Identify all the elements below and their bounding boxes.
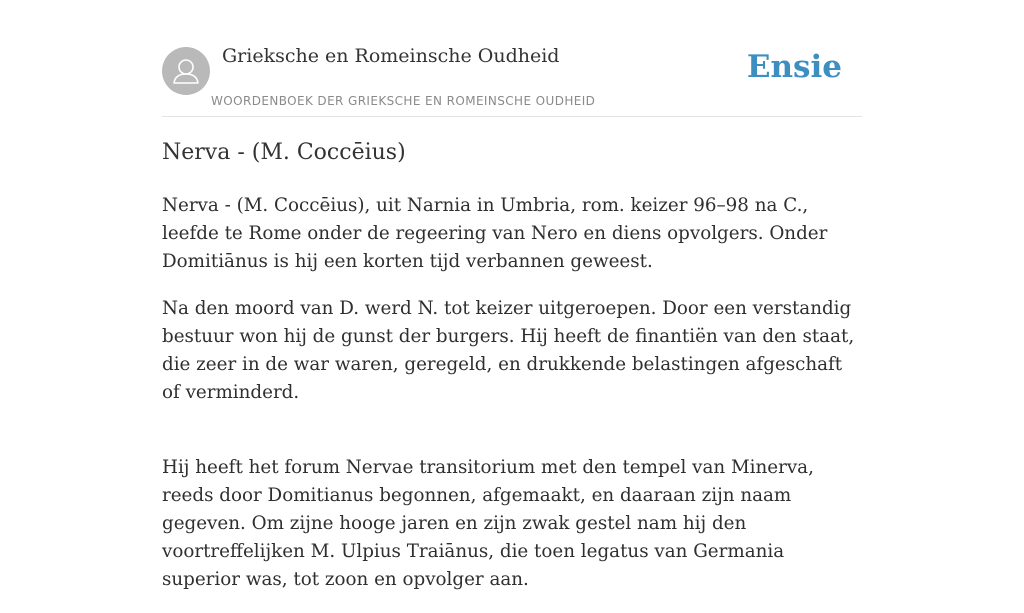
site-subtitle: WOORDENBOEK DER GRIEKSCHE EN ROMEINSCHE OUDHEID [211, 94, 596, 108]
page-title: Nerva - (M. Coccēius) [162, 140, 406, 165]
site-title[interactable]: Grieksche en Romeinsche Oudheid [222, 45, 560, 67]
site-header [162, 0, 862, 117]
article-paragraph-2: Na den moord van D. werd N. tot keizer uitgeroepen. Door een verstandig bestuur won hij de gunst der burgers. Hij heeft de finantiën van den staat, die zeer in de war waren, geregeld, en drukkende belastingen afgeschaft of verminderd. [162, 298, 855, 403]
user-icon-graphic [162, 47, 210, 95]
ensie-logo-link[interactable]: Ensie [746, 49, 842, 85]
paragraph-spacer [162, 426, 864, 454]
article-body [162, 192, 864, 613]
user-icon[interactable] [162, 47, 210, 95]
article-paragraph-1: Nerva - (M. Coccēius), uit Narnia in Umbria, rom. keizer 96–98 na C., leefde te Rome onder de regeering van Nero en diens opvolgers. Onder Domitiānus is hij een korten tijd verbannen geweest. [162, 195, 828, 272]
page-container [162, 0, 862, 590]
article-paragraph-3: Hij heeft het forum Nervae transitorium met den tempel van Minerva, reeds door Domitianus begonnen, afgemaakt, en daaraan zijn naam gegeven. Om zijne hooge jaren en zijn zwak gestel nam hij den voortreffelijken M. Ulpius Traiānus, die toen legatus van Germania superior was, tot zoon en opvolger aan. [162, 457, 814, 590]
